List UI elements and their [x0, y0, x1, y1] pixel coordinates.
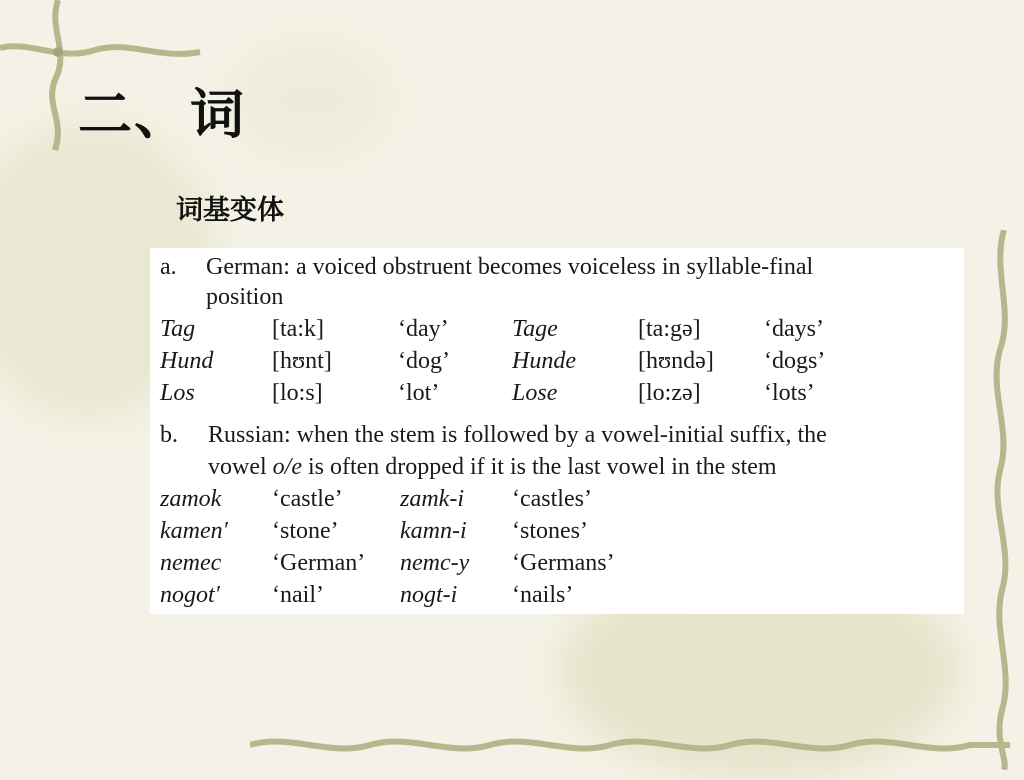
german-ipa: [hʊnt]	[272, 348, 332, 374]
german-plural-gloss: ‘dogs’	[764, 348, 826, 374]
russian-gloss: ‘castle’	[272, 486, 343, 512]
russian-gloss: ‘German’	[272, 550, 366, 576]
russian-gloss: ‘nail’	[272, 582, 324, 608]
slide-subtitle: 词基变体	[176, 195, 284, 226]
russian-plural: nogt-i	[400, 582, 458, 608]
russian-word: nogot′	[160, 582, 220, 608]
russian-plural: nemc-y	[400, 550, 470, 576]
slide-title: 二、词	[78, 83, 246, 146]
german-plural-ipa: [ta:gə]	[638, 316, 701, 342]
german-word: Hund	[160, 348, 214, 374]
background-blossom	[230, 40, 390, 160]
german-ipa: [ta:k]	[272, 316, 324, 342]
section-b-marker: b.	[160, 422, 178, 448]
section-b-text-post: is often dropped if it is the last vowel in the stem	[301, 454, 777, 480]
german-plural-ipa: [hʊndə]	[638, 348, 714, 374]
russian-word: zamok	[160, 486, 222, 512]
russian-plural-gloss: ‘stones’	[512, 518, 588, 544]
russian-plural-gloss: ‘nails’	[512, 582, 574, 608]
german-gloss: ‘lot’	[398, 380, 440, 406]
russian-plural-gloss: ‘Germans’	[512, 550, 615, 576]
german-plural-ipa: [lo:zə]	[638, 380, 701, 406]
german-ipa: [lo:s]	[272, 380, 323, 406]
section-a-text-line2: position	[206, 284, 284, 310]
russian-plural: kamn-i	[400, 518, 467, 544]
section-b-text-line1: Russian: when the stem is followed by a vowel-initial suffix, the	[208, 422, 827, 448]
vine-ornament-right	[984, 230, 1024, 770]
section-b-text-italic: o/e	[272, 454, 302, 480]
german-plural: Tage	[512, 316, 558, 342]
german-word: Tag	[160, 316, 196, 342]
german-plural-gloss: ‘days’	[764, 316, 824, 342]
german-plural: Hunde	[512, 348, 576, 374]
russian-word: kamen′	[160, 518, 228, 544]
german-plural-gloss: ‘lots’	[764, 380, 815, 406]
russian-plural: zamk-i	[400, 486, 464, 512]
russian-word: nemec	[160, 550, 222, 576]
german-gloss: ‘day’	[398, 316, 449, 342]
russian-gloss: ‘stone’	[272, 518, 339, 544]
section-b-text-line2	[208, 454, 777, 481]
german-plural: Lose	[512, 380, 558, 406]
russian-plural-gloss: ‘castles’	[512, 486, 592, 512]
section-b-text-pre: vowel	[208, 454, 273, 480]
example-panel	[150, 248, 964, 614]
german-gloss: ‘dog’	[398, 348, 450, 374]
german-word: Los	[160, 380, 195, 406]
section-a-text-line1: German: a voiced obstruent becomes voiceless in syllable-final	[206, 254, 814, 280]
vine-ornament-bottom	[250, 725, 1010, 765]
section-a-marker: a.	[160, 254, 177, 280]
